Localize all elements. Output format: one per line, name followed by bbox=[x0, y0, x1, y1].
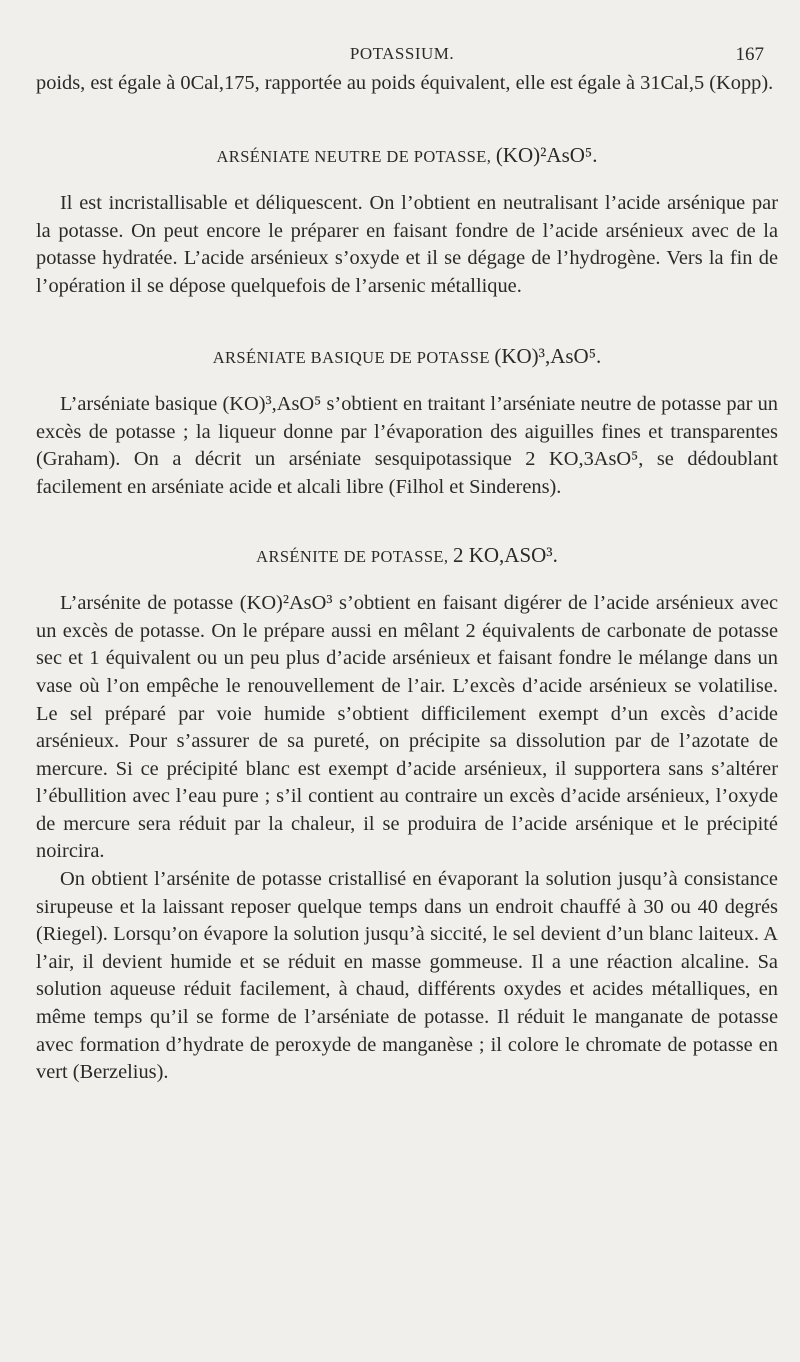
section-title-text: ARSÉNIATE BASIQUE DE POTASSE bbox=[212, 347, 490, 367]
section-title-arseniate-basique bbox=[36, 343, 778, 372]
intro-paragraph: poids, est égale à 0Cal,175, rapportée au poids équivalent, elle est égale à 31Cal,5 (Kopp). bbox=[36, 72, 774, 94]
paragraph: L’arséniate basique (KO)³,AsO⁵ s’obtient en traitant l’arséniate neutre de potasse par un excès de potasse ; la liqueur donne par l’évaporation des aiguilles fines et transparentes (Graham). On a décrit un arséniate sesquipotassique 2 KO,3AsO⁵, se dédoublant facilement en arséniate acide et alcali libre (Filhol et Sinderens). bbox=[36, 393, 778, 498]
running-title: POTASSIUM. bbox=[349, 44, 455, 63]
paragraph: L’arsénite de potasse (KO)²AsO³ s’obtient en faisant digérer de l’acide arsénieux avec un excès de potasse. On le prépare aussi en mêlant 2 équivalents de carbonate de potasse sec et 1 équivalent ou un peu plus d’acide arsénieux et faisant fondre le mélange dans un vase où l’on empêche le renouvellement de l’air. L’excès d’acide arsénieux se volatilise. Le sel préparé par voie humide s’obtient difficilement exempt d’un excès d’acide arsénieux. Pour s’assurer de sa pureté, on précipite sa dissolution par de l’azotate de mercure. Si ce précipité blanc est exempt d’acide arsénieux, il supportera sans s’altérer l’ébullition avec l’eau pure ; s’il contient au contraire un excès d’acide arsénieux, l’oxyde de mercure sera réduit par la chaleur, il se produira de l’acide arsénique et le précipité noircira. bbox=[36, 592, 778, 863]
page-number: 167 bbox=[735, 44, 764, 65]
paragraph: Il est incristallisable et déliquescent. On l’obtient en neutralisant l’acide arsénique par la potasse. On peut encore le préparer en faisant fondre de l’acide arsénieux avec de la potasse hydratée. L’acide arsénieux s’oxyde et il se dégage de l’hydrogène. Vers la fin de l’opération il se dépose quelquefois de l’arsenic métallique. bbox=[36, 192, 778, 297]
paragraph: On obtient l’arsénite de potasse cristallisé en évaporant la solution jusqu’à consistance sirupeuse et la laissant reposer quelque temps dans un endroit chauffé à 30 ou 40 degrés (Riegel). Lorsqu’on évapore la solution jusqu’à siccité, le sel devient d’un blanc laiteux. A l’air, il devient humide et se réduit en masse gommeuse. Il a une réaction alcaline. Sa solution aqueuse réduit facilement, à chaud, différents oxydes et acides métalliques, en même temps qu’il se forme de l’arséniate de potasse. Il réduit le manganate de potasse avec formation d’hydrate de peroxyde de manganèse ; il colore le chromate de potasse en vert (Berzelius). bbox=[36, 868, 778, 1084]
section-title-text: ARSÉNITE DE POTASSE, bbox=[256, 546, 449, 566]
section-formula: 2 KO,ASO³. bbox=[452, 542, 558, 567]
section-formula: (KO)³,AsO⁵. bbox=[494, 343, 602, 368]
page-body bbox=[36, 70, 778, 1087]
section-title-text: ARSÉNIATE NEUTRE DE POTASSE, bbox=[216, 146, 492, 166]
page-header bbox=[36, 40, 768, 70]
section-formula: (KO)²AsO⁵. bbox=[495, 142, 598, 167]
section-title-arsenite bbox=[36, 542, 778, 571]
section-title-arseniate-neutre bbox=[36, 142, 778, 171]
